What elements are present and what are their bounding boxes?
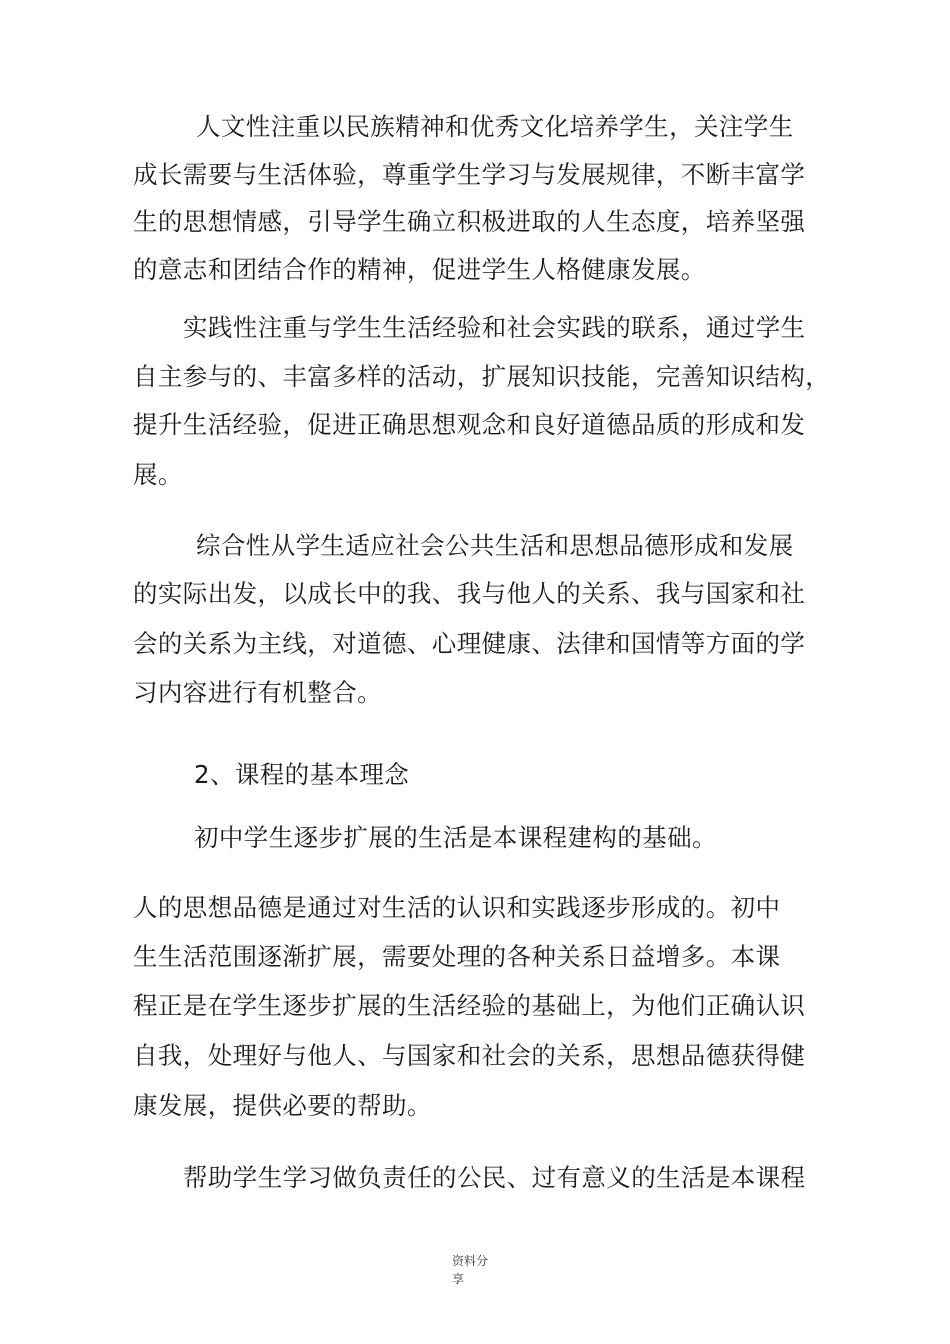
- section-heading: 2、课程的基本理念: [194, 760, 410, 789]
- footer-line-1: 资料分: [452, 1254, 489, 1268]
- paragraph-comprehensive-line-3: 会的关系为主线，对道德、心理健康、法律和国情等方面的学: [133, 629, 806, 658]
- principle-one-title: 初中学生逐步扩展的生活是本课程建构的基础。: [194, 823, 717, 852]
- paragraph-humanistic-line-4: 的意志和团结合作的精神，促进学生人格健康发展。: [133, 255, 706, 284]
- paragraph-principle-one-line-4: 自我，处理好与他人、与国家和社会的关系，思想品德获得健: [133, 1041, 806, 1070]
- paragraph-principle-one-line-3: 程正是在学生逐步扩展的生活经验的基础上，为他们正确认识: [133, 991, 806, 1020]
- paragraph-comprehensive-line-1: 综合性从学生适应社会公共生活和思想品德形成和发展: [196, 531, 794, 560]
- paragraph-humanistic-line-1: 人文性注重以民族精神和优秀文化培养学生，关注学生: [196, 112, 794, 141]
- paragraph-principle-two-line-1: 帮助学生学习做负责任的公民、过有意义的生活是本课程: [183, 1163, 806, 1192]
- paragraph-practical-line-3: 提升生活经验，促进正确思想观念和良好道德品质的形成和发: [133, 410, 806, 439]
- paragraph-principle-one-line-5: 康发展，提供必要的帮助。: [133, 1091, 432, 1120]
- paragraph-principle-one-line-1: 人的思想品德是通过对生活的认识和实践逐步形成的。初中: [133, 893, 781, 922]
- paragraph-principle-one-line-2: 生生活范围逐渐扩展，需要处理的各种关系日益增多。本课: [133, 942, 781, 971]
- paragraph-comprehensive-line-4: 习内容进行有机整合。: [133, 678, 382, 707]
- paragraph-humanistic-line-3: 生的思想情感，引导学生确立积极进取的人生态度，培养坚强: [133, 207, 806, 236]
- paragraph-comprehensive-line-2: 的实际出发，以成长中的我、我与他人的关系、我与国家和社: [133, 579, 806, 608]
- paragraph-practical-line-1: 实践性注重与学生生活经验和社会实践的联系，通过学生: [183, 313, 806, 342]
- paragraph-humanistic-line-2: 成长需要与生活体验，尊重学生学习与发展规律，不断丰富学: [133, 160, 806, 189]
- paragraph-practical-line-2: 自主参与的、丰富多样的活动，扩展知识技能，完善知识结构，: [133, 362, 831, 391]
- paragraph-practical-line-4: 展。: [133, 460, 183, 489]
- footer-line-2: 享: [452, 1272, 465, 1286]
